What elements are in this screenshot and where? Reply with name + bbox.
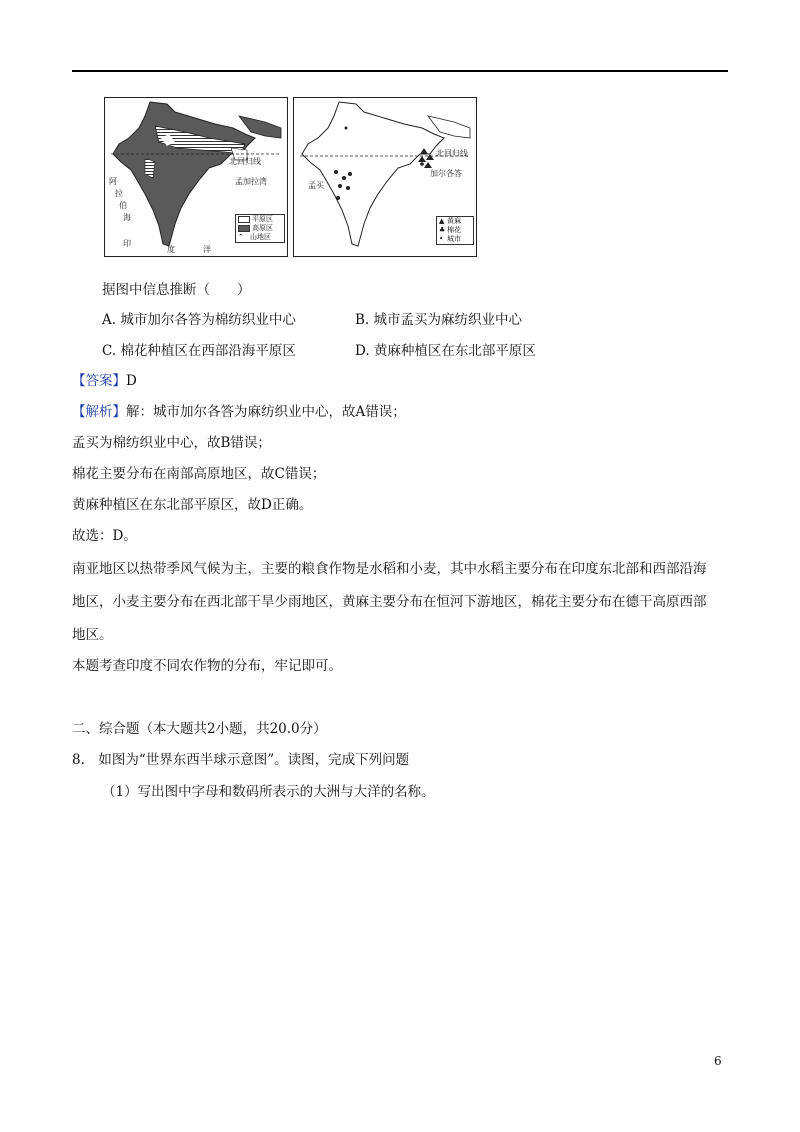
page-number: 6: [714, 1054, 722, 1068]
indian-ocean-label-3: 洋: [203, 245, 211, 254]
analysis-line-5: 故选：D。: [72, 528, 137, 544]
india-relief-map: [104, 97, 288, 257]
option-b: B. 城市孟买为麻纺织业中心: [355, 312, 523, 328]
arabian-sea-label-4: 海: [123, 213, 131, 222]
question-8: 8. 如图为“世界东西半球示意图”。读图，完成下列问题: [72, 752, 410, 768]
legend-mountain: 山地区: [250, 233, 271, 241]
analysis-line-6: 南亚地区以热带季风气候为主，主要的粮食作物是水稻和小麦，其中水稻主要分布在印度东北部和西部沿海: [72, 561, 707, 577]
plateau-swatch: [238, 225, 250, 232]
legend-city: 城市: [447, 235, 461, 243]
jute-icon: ▲: [439, 217, 445, 225]
arabian-sea-label-1: 阿: [109, 177, 117, 186]
analysis-line-3: 棉花主要分布在南部高原地区，故C错误；: [72, 466, 326, 482]
plain-swatch: [238, 216, 250, 223]
legend-plain: 平原区: [252, 215, 273, 223]
analysis-line-8: 地区。: [72, 627, 113, 643]
option-a: A. 城市加尔各答为棉纺织业中心: [102, 312, 296, 328]
legend-jute: 黄麻: [447, 217, 461, 225]
cotton-icon: ♣: [439, 226, 446, 234]
kolkata-label: 加尔各答: [430, 169, 462, 178]
crop-legend: [436, 216, 474, 245]
answer-line: [72, 372, 137, 390]
legend-plateau: 高原区: [252, 224, 273, 232]
tropic-label: 北回归线: [229, 157, 261, 166]
city-icon: •: [439, 235, 444, 243]
arabian-sea-label-3: 伯: [119, 201, 127, 210]
question-8-1: （1）写出图中字母和数码所表示的大洲与大洋的名称。: [102, 784, 435, 800]
bay-of-bengal-label: 孟加拉湾: [235, 177, 267, 186]
analysis-line-2: 孟买为棉纺织业中心，故B错误；: [72, 435, 271, 451]
legend-cotton: 棉花: [447, 226, 461, 234]
indian-ocean-label-2: 度: [167, 245, 175, 254]
relief-legend: [235, 214, 285, 243]
answer-value: D: [126, 373, 137, 389]
mumbai-label: 孟买: [308, 181, 324, 190]
mountain-icon: ⌃: [238, 233, 244, 241]
analysis-line-4: 黄麻种植区在东北部平原区，故D正确。: [72, 497, 313, 513]
analysis-text-1: 解：城市加尔各答为麻纺织业中心，故A错误；: [126, 404, 406, 420]
indian-ocean-label-1: 印: [123, 239, 131, 248]
answer-label: 【答案】: [72, 373, 126, 389]
analysis-line-1: [72, 403, 406, 421]
option-c: C. 棉花种植区在西部沿海平原区: [102, 343, 296, 359]
section-heading: 二、综合题（本大题共2小题，共20.0分）: [72, 721, 327, 737]
india-crop-map: [293, 97, 477, 257]
arabian-sea-label-2: 拉: [115, 189, 123, 198]
option-d: D. 黄麻种植区在东北部平原区: [355, 343, 536, 359]
question-stem: 据图中信息推断（ ）: [102, 282, 251, 298]
analysis-line-9: 本题考查印度不同农作物的分布，牢记即可。: [72, 658, 342, 674]
tropic-label: 北回归线: [436, 149, 468, 158]
header-rule: [72, 70, 728, 72]
analysis-label: 【解析】: [72, 404, 126, 420]
analysis-line-7: 地区，小麦主要分布在西北部干旱少雨地区，黄麻主要分布在恒河下游地区，棉花主要分布在德干高原西部: [72, 594, 707, 610]
